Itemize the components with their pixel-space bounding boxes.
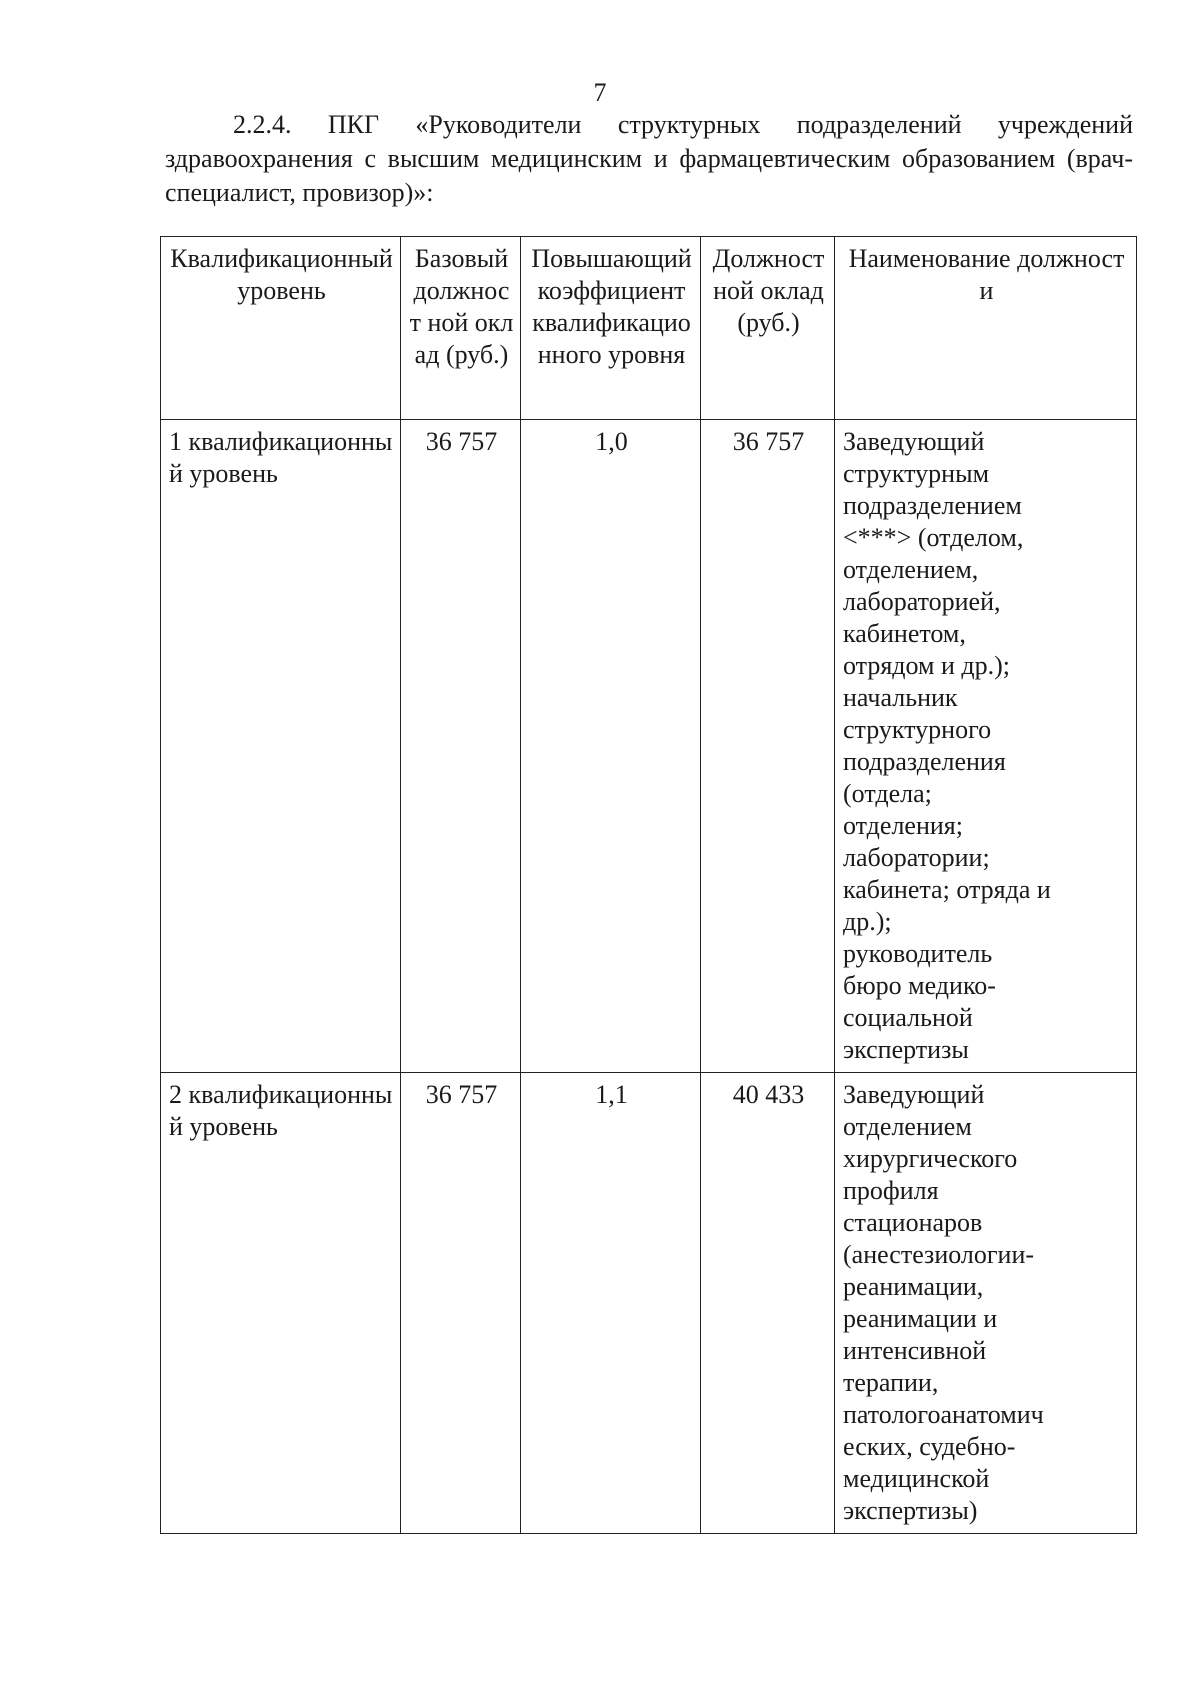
position-line: отделением, (843, 555, 979, 584)
position-line: руководитель (843, 939, 993, 968)
position-line: экспертизы (843, 1035, 969, 1064)
position-line: структурного (843, 715, 992, 744)
position-line: терапии, (843, 1368, 939, 1397)
position-line: профиля (843, 1176, 939, 1205)
cell-qualification-level: 2 квалификационный уровень (161, 1073, 401, 1534)
position-line: др.); (843, 907, 892, 936)
position-line: хирургического (843, 1144, 1018, 1173)
cell-coefficient: 1,1 (521, 1073, 701, 1534)
position-line: <***> (отделом, (843, 523, 1024, 552)
header-base-salary: Базовый должност ной оклад (руб.) (401, 237, 521, 420)
position-line: отделения; (843, 811, 963, 840)
header-salary: Должност ной оклад (руб.) (701, 237, 835, 420)
position-line: еских, судебно- (843, 1432, 1016, 1461)
position-line: отрядом и др.); (843, 651, 1011, 680)
header-position-name: Наименование должности (835, 237, 1137, 420)
position-line: подразделения (843, 747, 1006, 776)
position-line: медицинской (843, 1464, 990, 1493)
table-row (161, 420, 1137, 1073)
position-line: кабинетом, (843, 619, 966, 648)
position-line: (анестезиологии- (843, 1240, 1035, 1269)
position-line: начальник (843, 683, 958, 712)
cell-positions (835, 1073, 1137, 1534)
table-row (161, 1073, 1137, 1534)
position-line: подразделением (843, 491, 1022, 520)
position-line: лабораторией, (843, 587, 1001, 616)
cell-base-salary: 36 757 (401, 420, 521, 1073)
position-line: структурным (843, 459, 990, 488)
section-heading: 2.2.4. ПКГ «Руководители структурных подразделений учреждений здравоохранения с высшим медицинским и фармацевтическим образованием (врач-специалист, провизор)»: (165, 110, 1133, 207)
position-line: Заведующий (843, 427, 985, 456)
position-line: лаборатории; (843, 843, 990, 872)
position-line: реанимации и (843, 1304, 998, 1333)
position-line: социальной (843, 1003, 973, 1032)
position-line: патологоанатомич (843, 1400, 1044, 1429)
position-line: интенсивной (843, 1336, 987, 1365)
cell-qualification-level: 1 квалификационный уровень (161, 420, 401, 1073)
position-line: бюро медико- (843, 971, 996, 1000)
position-line: отделением (843, 1112, 972, 1141)
page-number: 7 (593, 78, 607, 107)
position-line: реанимации, (843, 1272, 984, 1301)
table-header-row (161, 237, 1137, 420)
cell-coefficient: 1,0 (521, 420, 701, 1073)
header-coefficient: Повышающий коэффициент квалификацио нного уровня (521, 237, 701, 420)
cell-salary: 36 757 (701, 420, 835, 1073)
position-line: кабинета; отряда и (843, 875, 1051, 904)
position-line: экспертизы) (843, 1496, 978, 1525)
cell-base-salary: 36 757 (401, 1073, 521, 1534)
position-line: стационаров (843, 1208, 983, 1237)
cell-salary: 40 433 (701, 1073, 835, 1534)
position-line: Заведующий (843, 1080, 985, 1109)
position-line: (отдела; (843, 779, 932, 808)
header-qualification-level: Квалификационный уровень (161, 237, 401, 420)
salary-table (160, 236, 1137, 1534)
cell-positions (835, 420, 1137, 1073)
